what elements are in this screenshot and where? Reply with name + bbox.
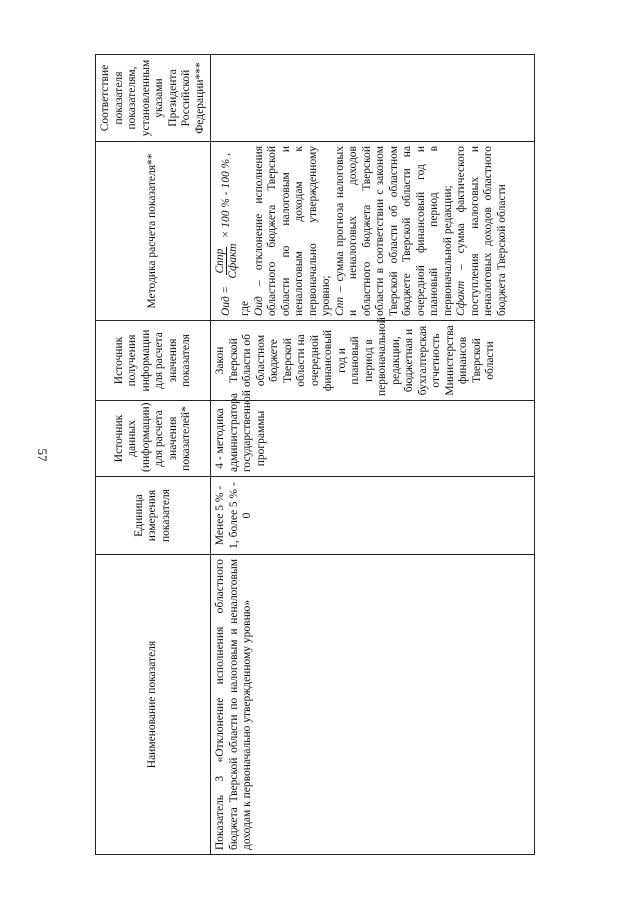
cell-method <box>211 142 535 321</box>
method-formula <box>214 153 239 316</box>
method-where: где <box>239 300 251 316</box>
header-source-data: Источник данных (информации) для расчета значения показателей* <box>96 401 211 477</box>
table-row <box>211 55 535 855</box>
cell-compliance <box>211 55 535 142</box>
def1-text: – отклонение исполнения областного бюджета Тверской области по налоговым и неналоговым доходам к первоначально утвержденному уровню; <box>252 146 332 316</box>
method-definition-3 <box>455 146 509 316</box>
def1-term: Оид <box>252 296 265 316</box>
method-definition-2 <box>334 146 456 316</box>
cell-source-info: Закон Тверской области об областном бюджете Тверской области на очередной финансовый год и плановый период в первоначальной редакции, бюджетная и бухгалтерская отчетность Министерства финансов Тверской области <box>211 321 535 401</box>
formula-denominator: Сфакт <box>227 243 239 279</box>
formula-fraction <box>214 241 239 280</box>
header-compliance: Соответствие показателя показателям, установленным указами Президента Российской Федерации*** <box>96 55 211 142</box>
indicator-table <box>95 54 535 855</box>
cell-unit: Менее 5 % - 1, более 5 % - 0 <box>211 477 535 555</box>
def3-term: Сфакт <box>455 280 467 316</box>
header-name: Наименование показателя <box>96 555 211 855</box>
def2-text: – сумма прогноза налоговых и неналоговых доходов областного бюджета Тверской области в соответствии с законом Тверской области об областном бюджете Тверской области на очередной финансовый год и плановый период в первоначальной редакции; <box>333 146 454 316</box>
header-unit: Единица измерения показателя <box>96 477 211 555</box>
formula-rhs: × 100 % - 100 % , <box>219 153 232 239</box>
method-definition-1 <box>253 146 334 316</box>
def2-term: Спп <box>333 296 346 316</box>
cell-source-data: 4 - методика администратора государственной программы <box>211 401 535 477</box>
header-method: Методика расчета показателя** <box>96 142 211 321</box>
header-source-info: Источник получения информации для расчета значения показателя <box>96 321 211 401</box>
page-number: 57 <box>35 448 50 462</box>
formula-lhs: Оид <box>219 296 232 316</box>
formula-equals: = <box>219 286 232 294</box>
def3-text: – сумма фактического поступления налоговых и неналоговых доходов областного бюджета Тверской области <box>455 146 508 316</box>
cell-name: Показатель 3 «Отклонение исполнения областного бюджета Тверской области по налоговым и неналоговым доходам к первоначально утвержденному уровню» <box>211 555 535 855</box>
rotated-table-container <box>95 55 535 855</box>
table-header-row <box>96 55 211 855</box>
formula-numerator: Сппр <box>214 248 226 274</box>
